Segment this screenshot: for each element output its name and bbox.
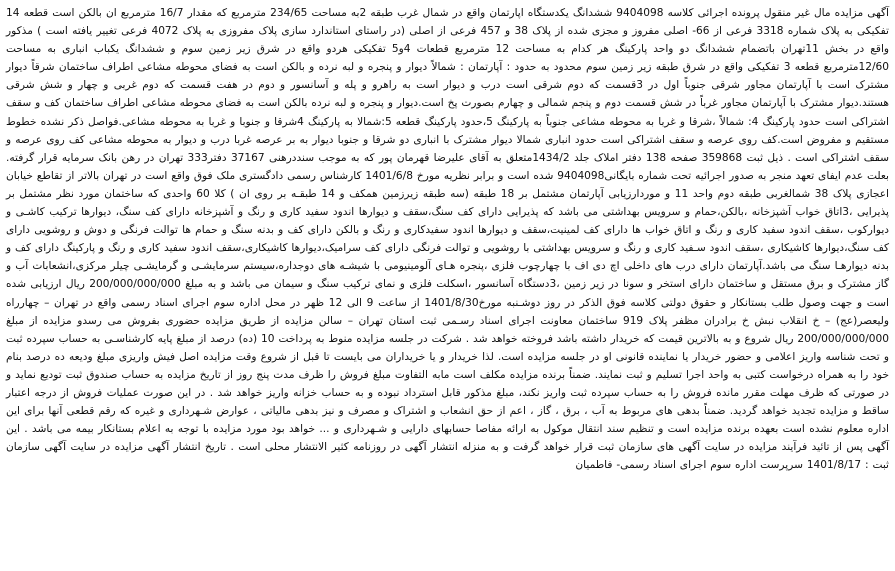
auction-notice-text: آگهی مزایده مال غیر منقول پرونده اجرائی کلاسه 9404098 ششدانگ یکدستگاه اپارتمان واقع در شمال غرب طبقه 2به مساحت 234/65 مترمربع که مقدار 16/7 مترمربع ان بالکن است قطعه 14 تفکیکی به پلاک شماره 3318 فرعی از 66- اصلی مفروز و مجزی شده از پلاک 38 و 457 فرعی از اصلی (در راستای استاندارد سازی پلاک مفروزی به پلاک 4072 فرعی تغییر یافته است ) مذکور واقع در بخش 11تهران باتضمام ششدانگ دو واحد پارکینگ هر کدام به مساحت 12 مترمربع قطعات 4و5 تفکیکی هردو واقع در شرق زیر زمین سوم و ششدانگ یکباب انباری به مساحت 12/60مترمربع قطعه 3 تفکیکی واقع در شرق طبقه زیر زمین سوم محدود به حدود : آپارتمان : شمالاً دیوار و پنجره و لبه نرده و بالکن است به فضای محوطه مشاعی اطراف ساختمان شرقاً دیوار مشترک است با آپارتمان مجاور شرقی جنوباً اول در 3قسمت که دوم شرقی است درب و دیوار است به راهرو و پله و آسانسور و دوم در هفت قسمت که دوم غربی و چهار و شش شرقی هستند.دیوار مشترک با آپارتمان مجاور غرباً در شش قسمت دوم و پنجم شمالی و چهارم بصورت پخ است.دیوار و پنجره و لبه نرده بالکن است به فضای محوطه مشاعی اطراف ساختمان کف و سقف اشتراکی است حدود پارکینگ 4: شمالاً ،شرقا و غربا به محوطه مشاعی جنوباً به پارکینگ 5،حدود پارکینگ قطعه 5:شمالا به پارکینگ 4شرقا و جنوبا و غربا به محوطه مشاعی.فواصل ذکر نشده خطوط مستقیم و مفروض است.کف روی عرصه و سقف اشتراکی است حدود انباری شمالا دیوار مشترک با انباری دو شرقا و جنوبا دیوار به بر عرصه غربا درب و دیوار به محوطه مشاعی کف روی عرصه و سقف اشتراکی است . ذیل ثبت 359868 صفحه 138 دفتر املاک جلد 1434/2متعلق به آقای علیرضا قهرمان پور که به موجب سنددرهنی 37167 دفتر333 تهران در رهن بانک سرمایه قرار گرفته. بعلت عدم ایفای تعهد منجر به صدور اجرائیه تحت شماره بایگانی9404098 شده است و برابر نظریه مورخ 1401/6/8 کارشناس رسمی دادگستری ملک فوق واقع است در تهران بالاتر از تقاطع خیابان اعجازی پلاک 38 شمالغربی طبقه دوم واحد 11 و موردارزیابی آپارتمان مشتمل بر 18 طبقه (سه طبقه زیرزمین همکف و 14 طبقـه بر روی ان ) کلا 60 واحدی که ساختمان مورد نظر مشتمل بر پذیرایی ،3اتاق خواب آشپزخانه ،بالکن،حمام و سرویس بهداشتی می باشد که پذیرایی دارای کف سنگ،سقف و دیوارها اندود سفید کاری و رنگ و آشپزخانه دارای کف سنگ، دیوارها ترکیب کاشـی و دیوارکوب ،سقف اندود سفید کاری و رنگ و اتاق خواب ها دارای کف لمینیت،سقف و دیوارها اندود سفیدکاری و رنگ و بالکن دارای کف و بدنه سنگ و حمام ها توالت فرنگی و دوش و روشویی دارای کف سنگ،دیوارها کاشیکاری ،سقف اندود سـفید کاری و رنگ و سرویس بهداشتی با روشویی و توالت فرنگی دارای کف سرامیک،دیوارها کاشیکاری،سقف اندود سفید کاری و رنگ و پارکینگ دارای کف و بدنه دیوارهـا سنگ می باشد.آپارتمان دارای درب های داخلی اچ دی اف با چهارچوب فلزی ،پنجره هـای آلومینیومی با شیشـه های دوجداره،سیستم سرمایشـی و گرمایشـی چیلر مرکزی،انشعابات آب و گاز مشترک و برق مستقل و ساختمان دارای استخر و سونا در زیر زمین ،3دستگاه آسانسور ،اسکلت فلزی و نمای ترکیب سنگ و سیمان می باشد و به مبلغ 200/000/000/000 ریال ارزیابی شده است و جهت وصول طلب بستانکار و حقوق دولتی کلاسه فوق الذکر در روز دوشـنبه مورخ1401/8/30 از ساعت 9 الی 12 ظهر در محل اداره سوم اجرای اسناد رسمی واقع در تهران – چهارراه ولیعصر(عج) – خ انقلاب نبش خ برادران مظفر پلاک 919 ساختمان معاونت اجرای اسناد رسـمی ثبت استان تهران – سالن مزایده از طریق مزایده حضوری بفروش می رسدو مزایده از مبلغ 200/000/000/000 ریال شروع و به بالاترین قیمت که خریدار داشته باشد فروخته خواهد شد . شرکت در جلسه مزایده منوط به پرداخت 10 (ده) درصد از مبلغ پایه کارشناسـی به حساب سپرده ثبت و تحت شناسه واریز اعلامی و حضور خریدار یا نماینده قانونی او در جلسه مزایده است. لذا خریدار و یا خریداران می بایست تا قبل از شروع وقت مزایده اصل فیش واریزی مبلغ ودیعه ده درصد بنام خود را به همراه درخواست کتبی به واحد اجرا تسلیم و ثبت نمایند. ضمناً برنده مزایده مکلف است مابه التفاوت مبلغ فروش را ظرف مدت پنج روز از تاریخ مزایده به حساب صندوق ثبت تودیع نماید و در صورتی که ظرف مهلت مقرر مانده فروش را به حساب سپرده ثبت واریز نکند، مبلغ مذکور قابل استرداد نبوده و به حساب خزانه واریز خواهد شد . در این صورت عملیات فروش از درجه اعتبار ساقط و مزایده تجدید خواهد گردید. ضمناً بدهی های مربوط به آب ، برق ، گاز ، اعم از حق انشعاب و اشتراک و مصرف و نیز بدهی مالیاتی ، عوارض شـهرداری و غیره که رقم قطعی آنها برای این اداره معلوم نشده است بعهده برنده مزایده است و تنظیم سند انتقال موکول به ارائه مفاصا حسابهای دارایی و شـهرداری و ... خواهد بود مورد مزایده با توجه به اعلام بستانکار بیمه می باشد . این آگهی پس از تائید فرآیند مزایده در سایت آگهی های سازمان ثبت قرار خواهد گرفت و به منزله انتشار آگهی در روزنامه کثیر الانتشار محلی است . تاریخ انتشار آگهی مزایده در سایت آگهی سازمان ثبت : 1401/8/17 سرپرست اداره سوم اجرای اسناد رسمی- فاطمیان — [6, 7, 890, 472]
